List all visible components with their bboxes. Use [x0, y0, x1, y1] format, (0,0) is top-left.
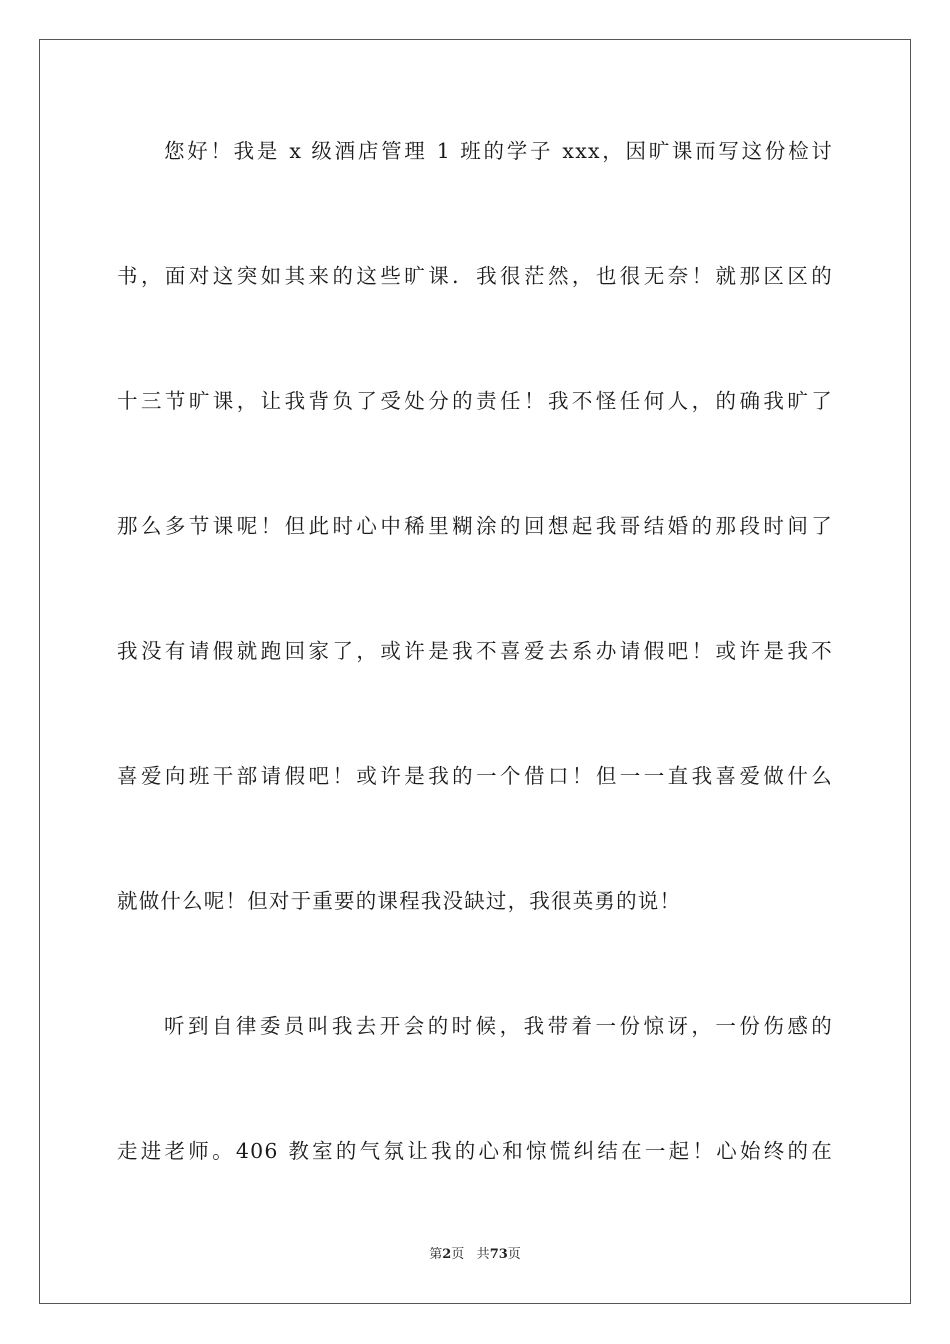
paragraph-line-2: 书，面对这突如其来的这些旷课．我很茫然，也很无奈！就那区区的	[117, 264, 833, 288]
paragraph-line-9: 走进老师。406 教室的气氛让我的心和惊慌纠结在一起！心始终的在	[117, 1139, 833, 1163]
paragraph-line-7: 就做什么呢！但对于重要的课程我没缺过，我很英勇的说！	[117, 889, 682, 913]
footer-page-prefix: 第	[429, 1247, 443, 1262]
page-footer	[0, 1246, 950, 1264]
page-border	[39, 39, 911, 1304]
paragraph-line-6: 喜爱向班干部请假吧！或许是我的一个借口！但一一直我喜爱做什么	[117, 764, 833, 788]
paragraph-line-8: 听到自律委员叫我去开会的时候，我带着一份惊讶，一份伤感的	[164, 1014, 833, 1038]
footer-total-pages: 73	[489, 1247, 508, 1262]
footer-total-suffix: 页	[507, 1247, 521, 1262]
footer-page-suffix: 页	[451, 1247, 465, 1262]
paragraph-line-5: 我没有请假就跑回家了，或许是我不喜爱去系办请假吧！或许是我不	[117, 639, 833, 663]
paragraph-line-3: 十三节旷课，让我背负了受处分的责任！我不怪任何人，的确我旷了	[117, 389, 833, 413]
paragraph-line-1: 您好！我是 x 级酒店管理 1 班的学子 xxx，因旷课而写这份检讨	[164, 139, 833, 163]
paragraph-line-4: 那么多节课呢！但此时心中稀里糊涂的回想起我哥结婚的那段时间了	[117, 514, 833, 538]
footer-page-number: 2	[442, 1247, 452, 1262]
footer-total-prefix: 共	[476, 1247, 490, 1262]
